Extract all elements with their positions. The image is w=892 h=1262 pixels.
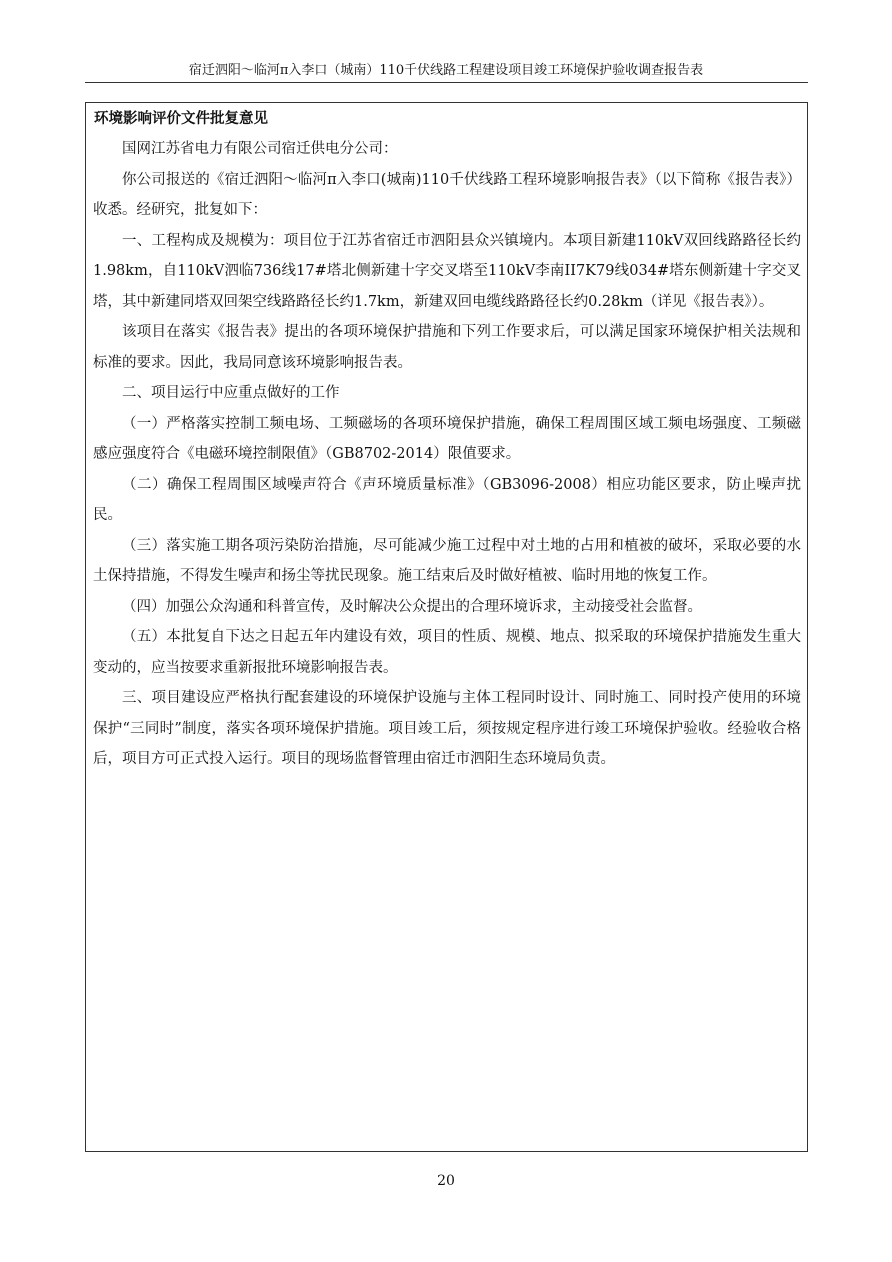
approval-opinion-box	[85, 102, 808, 1152]
paragraph-section-two-heading: 二、项目运行中应重点做好的工作	[122, 385, 340, 401]
approval-body	[93, 134, 801, 775]
paragraph-receipt: 你公司报送的《宿迁泗阳～临河π入李口(城南)110千伏线路工程环境影响报告表》（以下简称《报告表》）收悉。经研究，批复如下：	[93, 171, 801, 218]
paragraph-item-2: （二）确保工程周围区域噪声符合《声环境质量标准》（GB3096-2008）相应功能区要求，防止噪声扰民。	[93, 476, 801, 523]
paragraph-section-three: 三、项目建设应严格执行配套建设的环境保护设施与主体工程同时设计、同时施工、同时投产使用的环境保护“三同时”制度，落实各项环境保护措施。项目竣工后，须按规定程序进行竣工环境保护验收。经验收合格后，项目方可正式投入运行。项目的现场监督管理由宿迁市泗阳生态环境局负责。	[93, 690, 801, 767]
paragraph-item-4: （四）加强公众沟通和科普宣传，及时解决公众提出的合理环境诉求，主动接受社会监督。	[122, 598, 702, 615]
paragraph-approval: 该项目在落实《报告表》提出的各项环境保护措施和下列工作要求后，可以满足国家环境保护相关法规和标准的要求。因此，我局同意该环境影响报告表。	[93, 324, 801, 371]
page-number: 20	[437, 1173, 455, 1189]
paragraph-item-5: （五）本批复自下达之日起五年内建设有效，项目的性质、规模、地点、拟采取的环境保护措施发生重大变动的，应当按要求重新报批环境影响报告表。	[93, 629, 801, 676]
header-rule	[85, 82, 808, 83]
paragraph-addressee: 国网江苏省电力有限公司宿迁供电分公司：	[122, 141, 398, 157]
paragraph-item-1: （一）严格落实控制工频电场、工频磁场的各项环境保护措施，确保工程周围区域工频电场强度、工频磁感应强度符合《电磁环境控制限值》（GB8702-2014）限值要求。	[93, 415, 801, 462]
running-header: 宿迁泗阳～临河π入李口（城南）110千伏线路工程建设项目竣工环境保护验收调查报告表	[188, 63, 704, 78]
section-title: 环境影响评价文件批复意见	[94, 110, 268, 127]
paragraph-project-scope: 一、工程构成及规模为：项目位于江苏省宿迁市泗阳县众兴镇境内。本项目新建110kV双回线路路径长约1.98km，自110kV泗临736线17#塔北侧新建十字交叉塔至110kV李南II7K79线034#塔东侧新建十字交叉塔，其中新建同塔双回架空线路路径长约1.7km，新建双回电缆线路路径长约0.28km（详见《报告表》）。	[93, 232, 801, 310]
paragraph-item-3: （三）落实施工期各项污染防治措施，尽可能减少施工过程中对土地的占用和植被的破坏，采取必要的水土保持措施，不得发生噪声和扬尘等扰民现象。施工结束后及时做好植被、临时用地的恢复工作。	[93, 537, 801, 584]
